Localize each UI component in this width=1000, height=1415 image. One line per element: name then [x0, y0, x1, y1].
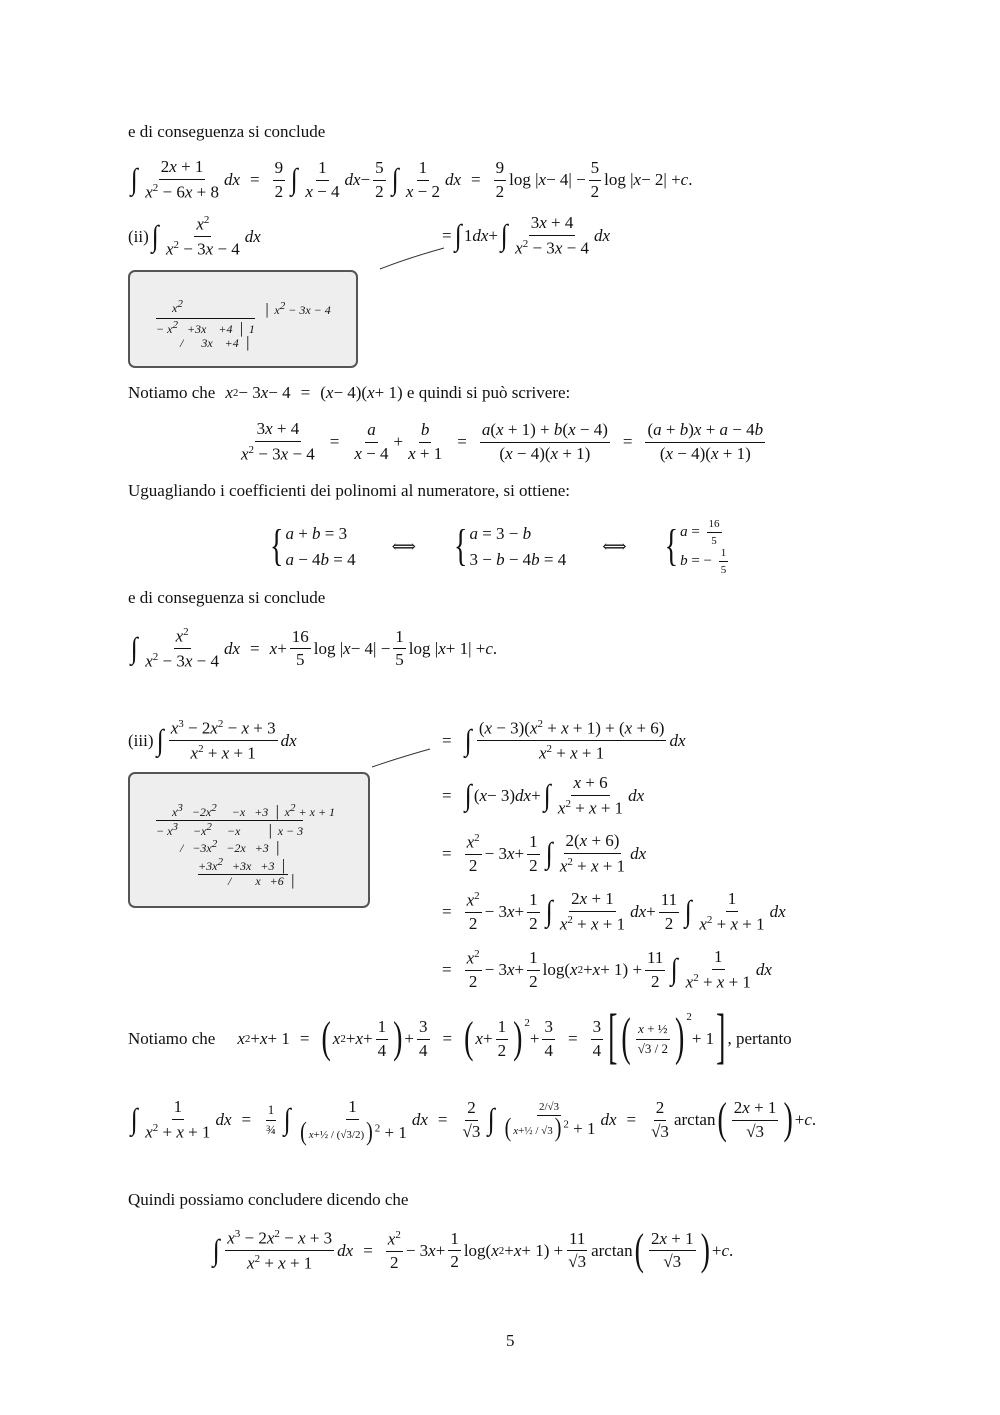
equation-partial-fractions-i: ∫ 2x + 1 $x^2 - 6x + 8$ dx = 9 2 ∫ 1 x − 4 dx − 5 2 ∫ 1 x − 2 dx = 9 2 log | x − 4| − 5 2 log | x − 2| + c .: [130, 157, 693, 202]
equation-iii-step2: = ∫ ( x − 3) dx + ∫ x + 6 $x^2 + x + 1$ dx: [442, 773, 645, 818]
equation-ii-left: (ii) ∫ $x^2$ $x^2 - 3x - 4$ dx: [128, 214, 261, 259]
label-iii: (iii): [128, 730, 154, 750]
pertanto-label: , pertanto: [727, 1029, 792, 1049]
equation-final-result: ∫ $x^3 - 2x^2 - x + 3$ $x^2 + x + 1$ dx = $x^2$ 2 − 3 x + 1 2 log( x 2 + x + 1) + 11 √3 arctan ( 2x + 1 √3 ) + c .: [212, 1225, 734, 1275]
text-notiamo-1: Notiamo che x 2 − 3 x − 4 = ( x − 4)( x + 1) e quindi si può scrivere:: [128, 383, 571, 402]
equation-iii-left: (iii) ∫ $x^3 - 2x^2 - x + 3$ $x^2 + x + 1$ dx: [128, 718, 297, 763]
page-number: 5: [506, 1331, 515, 1350]
text-quindi: Quindi possiamo concludere dicendo che: [128, 1190, 409, 1209]
equation-ii-right: = ∫ 1 dx + ∫ 3x + 4 $x^2 - 3x - 4$ dx: [442, 213, 610, 258]
callout-line: [370, 746, 434, 770]
notiamo-label-2: Notiamo che: [128, 1029, 216, 1049]
equation-completing-square: Notiamo che x 2 + x + 1 = ( x 2 + x + 1 4 ) + 3 4 = ( x + 1 2 ) $^2$ + 3 4 = 3 4 [ ( x + ½ √3 / 2 ) $^2$ + 1 ] , pertanto: [128, 1003, 792, 1073]
polynomial-division-box-iii: $x^3 -2x^2$ −x +3 │ $x^2 + x + 1$ − $x^3$ $-x^2$ −x │ x − 3 / $-3x^2 -2x +3$ │ $+3x^2 +3x +3$ │ / x +6 │: [128, 772, 370, 908]
label-ii: (ii): [128, 226, 149, 246]
text-paragraph: e di conseguenza si conclude: [128, 122, 326, 141]
notiamo-tail: e quindi si può scrivere:: [406, 383, 571, 402]
equation-iii-step4: = $x^2$ 2 − 3 x + 1 2 ∫ 2x + 1 $x^2 + x + 1$ dx + 11 2 ∫ 1 $x^2 + x + 1$ dx: [442, 889, 786, 934]
text-paragraph: e di conseguenza si conclude: [128, 588, 326, 607]
equation-arctan: ∫ 1 $x^2 + x + 1$ dx = 1 ¾ ∫ 1 ( x+½ / (√3/2) ) $^2$ + 1 dx = 2 √3 ∫ 2/√3 ( x+½ / √3 ) $^2$ + 1 dx = 2 √3 arctan ( 2x + 1 √3 ) + c .: [130, 1094, 817, 1146]
equation-systems: { a + b = 3 a − 4b = 4 ⟺ { a = 3 − b 3 − b − 4b = 4 ⟺ { a = $\frac{16}{5}$ b = − $\frac{1}{5}$: [270, 518, 727, 577]
equation-iii-step1: = ∫ $(x - 3)(x^2 + x + 1) + (x + 6)$ $x^2 + x + 1$ dx: [442, 718, 686, 763]
equation-iii-step5: = $x^2$ 2 − 3 x + 1 2 log( x 2 + x + 1) + 11 2 ∫ 1 $x^2 + x + 1$ dx: [442, 947, 772, 992]
notiamo-label: Notiamo che: [128, 383, 216, 402]
text-uguagliando: Uguagliando i coefficienti dei polinomi al numeratore, si ottiene:: [128, 481, 571, 500]
equation-decomposition: 3x + 4 $x^2 - 3x - 4$ = a x − 4 + b x + 1 = a(x + 1) + b(x − 4) (x − 4)(x + 1) = (a + b)x + a − 4b (x − 4)(x + 1): [241, 419, 764, 464]
polynomial-division-box-ii: $x^2$ │ $x^2 - 3x - 4$ − $x^2 +3x$ +4 │ 1 / 3x +4 │: [128, 270, 358, 368]
equation-result-ii: ∫ $x^2$ $x^2 - 3x - 4$ dx = x + 16 5 log | x − 4| − 1 5 log | x + 1| + c .: [130, 626, 498, 671]
callout-line: [378, 244, 448, 272]
equation-iii-step3: = $x^2$ 2 − 3 x + 1 2 ∫ 2(x + 6) $x^2 + x + 1$ dx: [442, 831, 647, 876]
